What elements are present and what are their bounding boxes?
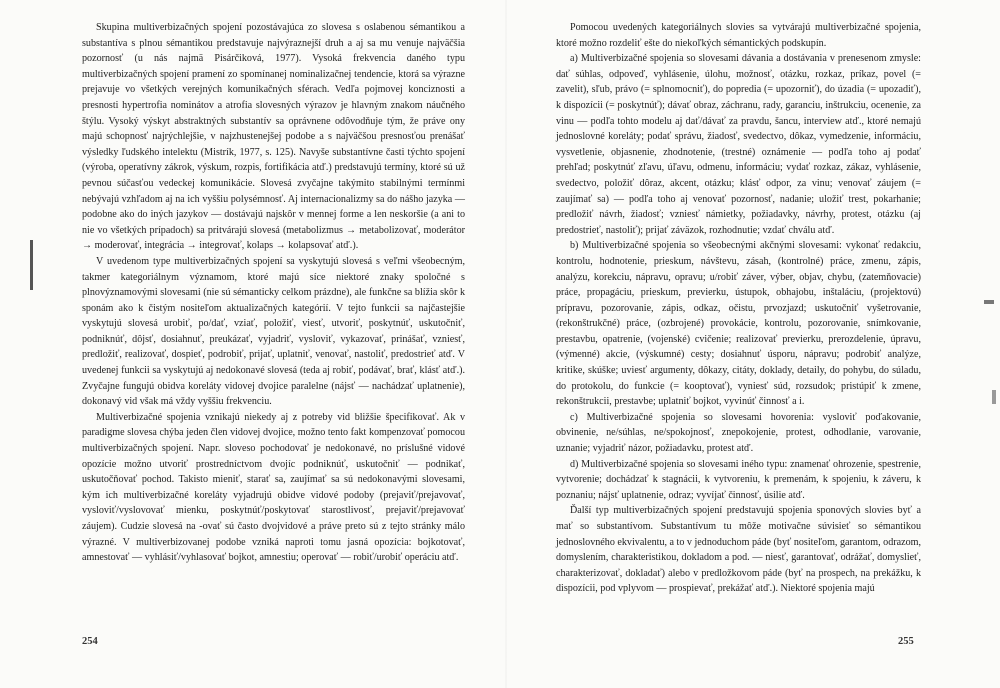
paragraph: a) Multiverbizačné spojenia so slovesami dávania a dostávania v prenesenom zmysle: dať súhlas, odpoveď, vyhlásenie, úlohu, možnosť, otázku, rozkaz, príkaz, povel (= zavelit), sľub, právo (= splnomocniť), do popredia (= upozorniť), do úzadia (= upozadiť), k dispozícii (= poskytnúť); dávať obraz, záchranu, rady, garanciu, inštrukciu, ocenenie, za vinu — podľa tohto modelu aj dať/dávať za pravdu, šancu, interview atď., ktoré nemajú jednoslovné koreláty; podať správu, žiadosť, svedectvo, dôkaz, vymedzenie, informáciu, vysvetlenie, objasnenie, zhodnotenie, (trestné) oznámenie — podľa toho aj podať prehľad; poskytnúť zľavu, úľavu, odmenu, informáciu; vydať rozkaz, zákaz, vyhlásenie, svedectvo, položiť dôraz, akcent, otázku; klásť odpor, za vinu; venovať záujem (= zaujímať sa) — podľa toho aj venovať pozornosť, nadanie; uložiť trest, pokarhanie; predložiť návrh, žiadosť; vzniesť námietky, požiadavky, návrhy, protest, otázku (aj predostrieť, nastoliť); prijať záväzok, rozhodnutie; vzdať chválu atď.: [556, 53, 921, 236]
book-gutter: [505, 0, 507, 688]
paragraph: Pomocou uvedených kategoriálnych slovies sa vytvárajú multiverbizačné spojenia, ktoré možno rozdeliť ešte do niekoľkých sémantických podskupín.: [556, 22, 921, 49]
paragraph: b) Multiverbizačné spojenia so všeobecnými akčnými slovesami: vykonať redakciu, kontrolu, hodnotenie, prieskum, návštevu, zásah, (kontrolné) práce, zmenu, zápis, analýzu, korekciu, nápravu, opravu; u/robiť záver, výber, objav, chybu, (zatemňovacie) práce, propagáciu, prieskum, previerku, ústupok, obhajobu, inštaláciu, (projektovú) prípravu, pozorovanie, zápis, odkaz, očistu, prvozjazd; uskutočniť vyšetrovanie, (rekonštrukčné) práce, (ozbrojené) provokácie, kontrolu, pozorovanie, snímkovanie, prestavbu, opatrenie, (vojenské) cvičenie; realizovať previerku, prerozdelenie, úpravu, (výmenné) akcie, (výskumné) cesty; dosiahnuť úsporu, nápravu; podrobiť analýze, kritike, skúške; uviesť argumenty, dôkazy, citáty, doklady, detaily, do pohybu, do súladu, do protokolu, do funkcie (= kooptovať), vyniesť súd, rozsudok; pristúpiť k zmene, rekonštrukcii, prestavbe; uplatniť bojkot, vyvinúť činnosť a i.: [556, 240, 921, 408]
paragraph: Ďalší typ multiverbizačných spojení predstavujú spojenia sponových slovies byť a mať so substantívom. Substantívum tu môže motivačne súvisieť so sémantikou jednoslovného ekvivalentu, a to v jednoduchom páde (byť nositeľom, garantom, odrazom, domyslením, charakteristikou, dokladom a pod. — niesť, garantovať, odrážať, domyslieť, charakterizovať, dokladať) alebo v predložkovom páde (byť na prospech, na prekážku, k dispozícii, pod vplyvom — prospievať, prekážať atď.). Niektoré spojenia majú: [556, 505, 921, 595]
scan-artifact: [984, 300, 994, 304]
page-number-left: 254: [82, 636, 98, 647]
paragraph: V uvedenom type multiverbizačných spojení sa vyskytujú slovesá s veľmi všeobecným, takmer kategoriálnym významom, ktoré majú síce niektoré znaky spoločné s plnovýznamovými slovesami (nie sú sémanticky celkom prázdne), ale funkčne sa blížia skôr k sponám ako k čistým nositeľom aktualizačných kategórií. V tejto funkcii sa najčastejšie vyskytujú slovesá urobiť, po/dať, vziať, položiť, viesť, utvoriť, poskytnúť, uskutočniť, podniknúť, dôjsť, dosiahnuť, preukázať, vyjadriť, vysloviť, vykazovať, prinášať, vzniesť, predložiť, realizovať, dospieť, podrobiť, prijať, uplatniť, venovať, nastoliť, predostrieť atď. V uvedenej funkcii sa vyskytujú aj nedokonavé slovesá (teda aj robiť, podávať, brať, klásť atď.). Zvyčajne fungujú obidva koreláty vidovej dvojice paralelne (nájsť — nachádzať uplatnenie), dokonavý vid však má vždy vyššiu frekvenciu.: [82, 255, 465, 408]
scan-artifact: [992, 390, 996, 404]
paragraph: c) Multiverbizačné spojenia so slovesami hovorenia: vysloviť poďakovanie, obvinenie, ne/súhlas, ne/spokojnosť, znepokojenie, protest, odhodlanie, varovanie, uznanie; vyjadriť názor, požiadavku, protest atď.: [556, 411, 921, 455]
page-number-right: 255: [898, 636, 914, 647]
paragraph: Skupina multiverbizačných spojení pozostávajúca zo slovesa s oslabenou sémantikou a substantíva s plnou sémantikou predstavuje najvýraznejší druh a aj sa mu venuje najväčšia pozornosť (u nás najmä Pisárčiková, 1977). Vysoká frekvencia daného typu multiverbizačných spojení pramení zo spomínanej nominalizačnej tendencie, ktorá sa výrazne prejavuje vo všetkých verejných komunikačných sférach. Vedľa pojmovej konciznosti a presnosti hypertrofia nominátov a atrofia slovesných výrazov je hlavným znakom náučného štýlu. Vysoký výskyt abstraktných substantív sa oprávnene odôvodňuje tým, že práve ony majú schopnosť najrýchlejšie, v najzhustenejšej podobe a s najväčšou presnosťou prenášať výsledky ľudského intelektu (Mistrík, 1977, s. 125). Navyše substantívne časti týchto spojení (výroba, operatívny zákrok, výskum, rozpis, fortifikácia atď.) predstavujú termíny, ktoré sú už pevnou súčasťou vedeckej komunikácie. Slovesá zvyčajne takýmito stabilnými termínmi nebývajú vzhľadom aj na ich vyššiu polysémnosť. Aj internacionalizmy sa do nášho jazyka — podobne ako do iných jazykov — dostávajú najskôr v mennej forme a len neskoršie (a ani to nie vo všetkých prípadoch) sa pritvárajú slovesá (metabolizmus → metabolizovať, moderátor → moderovať, integrácia → integrovať, kolaps → kolapsovať atď.).: [82, 22, 465, 252]
left-page-text: [82, 20, 465, 660]
paragraph: Multiverbizačné spojenia vznikajú niekedy aj z potreby vid bližšie špecifikovať. Ak v paradigme slovesa chýba jeden člen vidovej dvojice, možno tento fakt kompenzovať pomocou multiverbizačných spojení. Napr. sloveso pochodovať je nedokonavé, no príslušné vidové opozície možno utvoriť prostredníctvom dvojíc podniknúť, uskutočniť — podnikať, uskutočňovať pochod. Takisto mieniť, starať sa, zaujímať sa sú nedokonavými slovesami, kým ich multiverbizačné koreláty vyjadrujú obidve vidové podoby (prejaviť/prejavovať, vysloviť/vyslovovať mienku, poskytnúť/poskytovať starostlivosť, prejaviť/prejavovať záujem). Cudzie slovesá na -ovať sú často dvojvidové a práve preto sú z tejto stránky málo výrazné. V multiverbizovanej podobe vzniká naproti tomu jasná opozícia: bojkotovať, amnestovať — vyhlásiť/vyhlasovať bojkot, amnestiu; operovať — robiť/urobiť operáciu atď.: [82, 411, 465, 564]
paragraph: d) Multiverbizačné spojenia so slovesami iného typu: znamenať ohrozenie, spestrenie, vytvorenie; dochádzať k stagnácii, k vytvoreniu, k premenám, k spojeniu, k záveru, k poznaniu; nájsť uplatnenie, odraz; vyvíjať činnosť, úsilie atď.: [556, 458, 921, 501]
scan-artifact: [30, 240, 33, 290]
right-page-text: [556, 20, 921, 660]
